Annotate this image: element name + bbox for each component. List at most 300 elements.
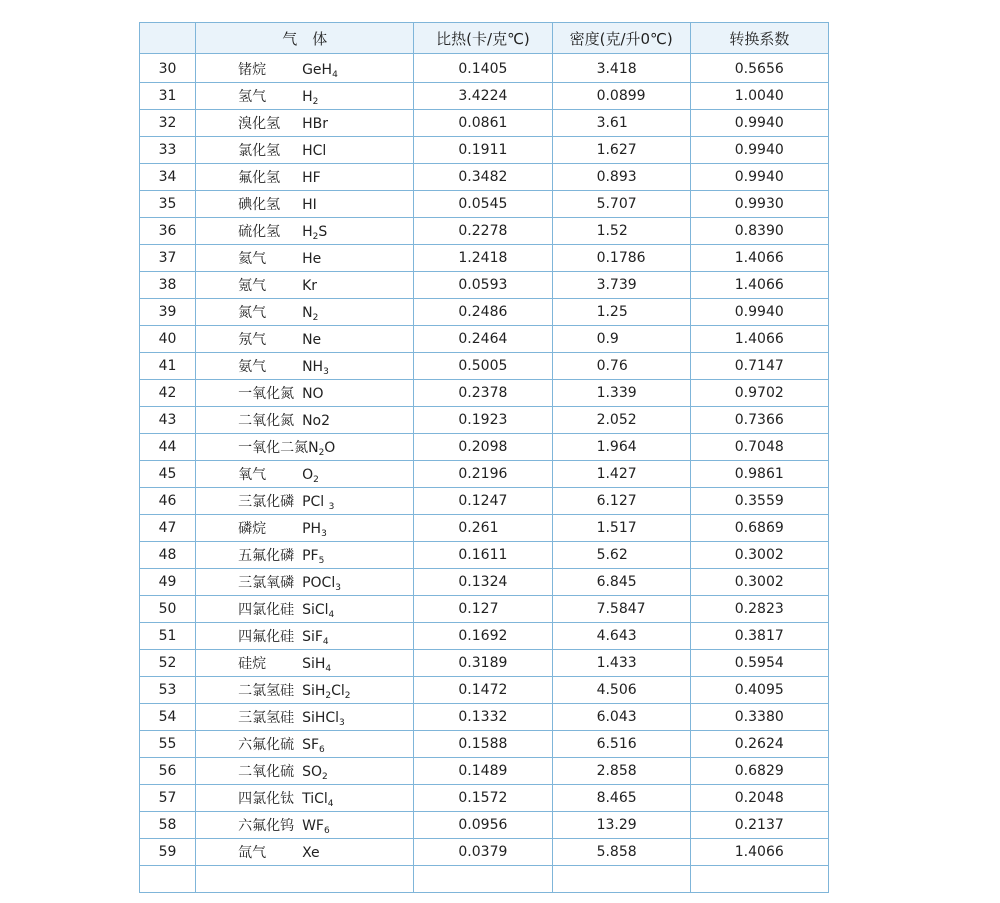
gas-cell — [196, 380, 414, 407]
conversion-factor-value: 1.4066 — [690, 326, 828, 353]
gas-cell — [196, 596, 414, 623]
density-value: 0.76 — [552, 353, 690, 380]
table-row — [140, 623, 829, 650]
gas-formula — [302, 116, 328, 132]
header-number — [140, 23, 196, 54]
formula-text: Xe — [302, 845, 320, 861]
gas-name: 氟化氢 — [238, 170, 281, 186]
row-number: 37 — [140, 245, 196, 272]
gas-cell — [196, 191, 414, 218]
table-row — [140, 353, 829, 380]
row-number: 43 — [140, 407, 196, 434]
gas-name: 三氯氢硅 — [238, 709, 295, 726]
formula-text: Cl — [331, 682, 345, 699]
formula-subscript: 5 — [318, 555, 325, 566]
gas-formula — [302, 764, 328, 780]
gas-formula — [302, 575, 341, 591]
gas-name: 四氯化硅 — [238, 601, 295, 618]
gas-cell — [196, 812, 414, 839]
gas-cell — [196, 461, 414, 488]
gas-name: 氪气 — [238, 278, 267, 294]
gas-cell — [196, 110, 414, 137]
formula-text: GeH — [302, 61, 333, 78]
gas-name: 硫化氢 — [238, 223, 281, 240]
specific-heat-value: 0.2378 — [414, 380, 552, 407]
formula-text: SiH — [302, 682, 326, 699]
specific-heat-value: 0.3189 — [414, 650, 552, 677]
gas-cell — [196, 704, 414, 731]
specific-heat-value: 0.3482 — [414, 164, 552, 191]
density-value: 0.9 — [552, 326, 690, 353]
table-row — [140, 542, 829, 569]
formula-text: TiCl — [302, 790, 328, 807]
row-number: 44 — [140, 434, 196, 461]
table-row — [140, 434, 829, 461]
table-row — [140, 461, 829, 488]
row-number: 47 — [140, 515, 196, 542]
density-value: 1.339 — [552, 380, 690, 407]
formula-text: No2 — [302, 413, 331, 429]
gas-formula — [302, 683, 350, 699]
row-number: 31 — [140, 83, 196, 110]
table-row — [140, 596, 829, 623]
table-row — [140, 272, 829, 299]
gas-formula — [302, 143, 326, 159]
gas-cell — [196, 218, 414, 245]
formula-text: SiCl — [302, 601, 329, 618]
table-row — [140, 839, 829, 866]
formula-subscript: 2 — [318, 447, 325, 458]
conversion-factor-value: 0.4095 — [690, 677, 828, 704]
density-value: 8.465 — [552, 785, 690, 812]
row-number: 40 — [140, 326, 196, 353]
gas-name: 一氧化二氮 — [238, 439, 309, 456]
gas-cell — [196, 353, 414, 380]
gas-formula — [302, 305, 318, 321]
specific-heat-value: 0.2196 — [414, 461, 552, 488]
formula-text: NH — [302, 358, 324, 375]
row-number: 55 — [140, 731, 196, 758]
row-number: 38 — [140, 272, 196, 299]
gas-formula — [302, 494, 334, 510]
density-value: 3.739 — [552, 272, 690, 299]
specific-heat-value: 0.1324 — [414, 569, 552, 596]
density-value: 3.61 — [552, 110, 690, 137]
density-value: 6.845 — [552, 569, 690, 596]
conversion-factor-value: 0.3002 — [690, 542, 828, 569]
gas-formula — [302, 62, 338, 78]
conversion-factor-value: 0.9940 — [690, 110, 828, 137]
gas-formula — [302, 548, 324, 564]
empty-cell — [140, 866, 196, 893]
gas-name: 二氧化硫 — [238, 763, 295, 780]
gas-name: 二氧化氮 — [238, 413, 295, 429]
density-value: 1.25 — [552, 299, 690, 326]
density-value: 5.707 — [552, 191, 690, 218]
conversion-factor-value: 0.3380 — [690, 704, 828, 731]
gas-name: 氖气 — [238, 332, 267, 348]
row-number: 30 — [140, 54, 196, 83]
specific-heat-value: 0.1692 — [414, 623, 552, 650]
row-number: 57 — [140, 785, 196, 812]
specific-heat-value: 0.1472 — [414, 677, 552, 704]
formula-subscript: 2 — [325, 690, 332, 701]
density-value: 1.52 — [552, 218, 690, 245]
gas-name: 硅烷 — [238, 655, 267, 672]
gas-name: 五氟化磷 — [238, 547, 295, 564]
formula-subscript: 4 — [332, 69, 338, 80]
formula-subscript: 6 — [323, 825, 330, 836]
gas-formula — [302, 89, 318, 105]
gas-cell — [196, 650, 414, 677]
formula-text: N — [302, 304, 313, 321]
conversion-factor-value: 0.7147 — [690, 353, 828, 380]
gas-formula — [302, 629, 329, 645]
gas-formula — [302, 332, 321, 348]
formula-text: SiF — [302, 628, 323, 645]
formula-subscript: 2 — [313, 474, 319, 485]
formula-text: WF — [302, 817, 324, 834]
gas-name: 磷烷 — [238, 520, 267, 537]
gas-name: 六氟化钨 — [238, 817, 295, 834]
gas-formula — [302, 278, 317, 294]
gas-cell — [196, 758, 414, 785]
table-row — [140, 54, 829, 83]
conversion-factor-value: 1.0040 — [690, 83, 828, 110]
gas-formula — [302, 710, 345, 726]
formula-subscript: 3 — [339, 717, 345, 728]
row-number: 51 — [140, 623, 196, 650]
density-value: 3.418 — [552, 54, 690, 83]
table-row — [140, 299, 829, 326]
formula-text: He — [302, 251, 322, 267]
density-value: 6.516 — [552, 731, 690, 758]
row-number: 32 — [140, 110, 196, 137]
row-number: 52 — [140, 650, 196, 677]
header-conversion-factor: 转换系数 — [690, 23, 828, 54]
formula-subscript: 2 — [312, 312, 319, 323]
specific-heat-value: 0.1572 — [414, 785, 552, 812]
row-number: 45 — [140, 461, 196, 488]
row-number: 34 — [140, 164, 196, 191]
specific-heat-value: 0.2278 — [414, 218, 552, 245]
gas-name: 氨气 — [238, 358, 267, 375]
table-row — [140, 137, 829, 164]
formula-text: POCl — [302, 574, 336, 591]
density-value: 5.858 — [552, 839, 690, 866]
specific-heat-value: 3.4224 — [414, 83, 552, 110]
formula-text: NO — [302, 386, 324, 402]
header-specific-heat: 比热(卡/克℃) — [414, 23, 552, 54]
gas-cell — [196, 137, 414, 164]
conversion-factor-value: 0.9861 — [690, 461, 828, 488]
density-value: 1.517 — [552, 515, 690, 542]
gas-formula — [302, 521, 327, 537]
header-gas: 气 体 — [196, 23, 414, 54]
table-row — [140, 83, 829, 110]
conversion-factor-value: 1.4066 — [690, 272, 828, 299]
table-row — [140, 407, 829, 434]
table-row — [140, 515, 829, 542]
conversion-factor-value: 1.4066 — [690, 245, 828, 272]
specific-heat-value: 0.0861 — [414, 110, 552, 137]
gas-cell — [196, 407, 414, 434]
gas-cell — [196, 569, 414, 596]
row-number: 46 — [140, 488, 196, 515]
conversion-factor-value: 0.9940 — [690, 164, 828, 191]
density-value: 1.627 — [552, 137, 690, 164]
conversion-factor-value: 0.2048 — [690, 785, 828, 812]
header-density: 密度(克/升0℃) — [552, 23, 690, 54]
gas-cell — [196, 54, 414, 83]
gas-name: 三氯氧磷 — [238, 574, 295, 591]
conversion-factor-value: 0.2137 — [690, 812, 828, 839]
formula-subscript: 3 — [328, 501, 335, 512]
formula-subscript: 2 — [321, 771, 328, 782]
gas-name: 氦气 — [238, 251, 267, 267]
specific-heat-value: 0.1332 — [414, 704, 552, 731]
specific-heat-value: 0.0956 — [414, 812, 552, 839]
conversion-factor-value: 0.7048 — [690, 434, 828, 461]
empty-cell — [690, 866, 828, 893]
specific-heat-value: 0.1405 — [414, 54, 552, 83]
formula-text: H — [302, 88, 313, 105]
table-row — [140, 569, 829, 596]
gas-cell — [196, 839, 414, 866]
specific-heat-value: 0.1489 — [414, 758, 552, 785]
gas-name: 锗烷 — [238, 61, 267, 78]
specific-heat-value: 0.261 — [414, 515, 552, 542]
table-row — [140, 488, 829, 515]
gas-cell — [196, 731, 414, 758]
row-number: 41 — [140, 353, 196, 380]
specific-heat-value: 0.1911 — [414, 137, 552, 164]
table-row — [140, 731, 829, 758]
formula-text: S — [318, 223, 328, 240]
formula-text: O — [324, 439, 336, 456]
gas-formula — [302, 224, 327, 240]
conversion-factor-value: 0.5954 — [690, 650, 828, 677]
formula-subscript: 6 — [319, 744, 325, 755]
conversion-factor-value: 0.9940 — [690, 299, 828, 326]
conversion-factor-value: 0.9930 — [690, 191, 828, 218]
gas-name: 氮气 — [238, 304, 267, 321]
table-row — [140, 326, 829, 353]
row-number: 36 — [140, 218, 196, 245]
row-number: 49 — [140, 569, 196, 596]
conversion-factor-value: 0.2823 — [690, 596, 828, 623]
formula-text: Kr — [302, 278, 318, 294]
specific-heat-value: 0.0379 — [414, 839, 552, 866]
row-number: 56 — [140, 758, 196, 785]
specific-heat-value: 1.2418 — [414, 245, 552, 272]
gas-name: 四氟化硅 — [238, 628, 295, 645]
formula-text: HCl — [302, 143, 327, 159]
formula-text: HBr — [302, 116, 328, 132]
table-body — [140, 54, 829, 893]
formula-subscript: 3 — [321, 528, 327, 539]
table-row — [140, 164, 829, 191]
table-row — [140, 110, 829, 137]
conversion-factor-value: 0.7366 — [690, 407, 828, 434]
formula-text: Ne — [302, 332, 322, 348]
conversion-factor-value: 0.3559 — [690, 488, 828, 515]
specific-heat-value: 0.2486 — [414, 299, 552, 326]
density-value: 0.1786 — [552, 245, 690, 272]
density-value: 1.964 — [552, 434, 690, 461]
specific-heat-value: 0.1923 — [414, 407, 552, 434]
gas-name: 三氯化磷 — [238, 493, 295, 510]
gas-name: 二氯氢硅 — [238, 682, 295, 699]
formula-text: H — [302, 223, 313, 240]
gas-formula — [302, 170, 321, 186]
specific-heat-value: 0.2098 — [414, 434, 552, 461]
gas-formula — [302, 791, 333, 807]
empty-cell — [196, 866, 414, 893]
specific-heat-value: 0.1588 — [414, 731, 552, 758]
gas-properties-table — [139, 22, 829, 893]
empty-row — [140, 866, 829, 893]
formula-text: O — [302, 466, 314, 483]
density-value: 1.427 — [552, 461, 690, 488]
gas-cell — [196, 299, 414, 326]
conversion-factor-value: 0.5656 — [690, 54, 828, 83]
gas-cell — [196, 677, 414, 704]
gas-name: 碘化氢 — [238, 197, 281, 213]
specific-heat-value: 0.127 — [414, 596, 552, 623]
table-row — [140, 677, 829, 704]
gas-formula — [308, 440, 335, 456]
gas-formula — [302, 602, 334, 618]
formula-subscript: 2 — [312, 231, 319, 242]
gas-name: 一氧化氮 — [238, 386, 295, 402]
gas-cell — [196, 83, 414, 110]
formula-text: PCl — [302, 493, 329, 510]
gas-name: 溴化氢 — [238, 116, 281, 132]
density-value: 13.29 — [552, 812, 690, 839]
table-row — [140, 218, 829, 245]
density-value: 6.127 — [552, 488, 690, 515]
gas-name: 氢气 — [238, 88, 267, 105]
table-row — [140, 380, 829, 407]
density-value: 2.858 — [552, 758, 690, 785]
formula-subscript: 3 — [335, 582, 341, 593]
gas-formula — [302, 197, 317, 213]
gas-name: 氙气 — [238, 845, 267, 861]
density-value: 0.893 — [552, 164, 690, 191]
gas-formula — [302, 251, 321, 267]
formula-subscript: 4 — [325, 663, 332, 674]
table-row — [140, 650, 829, 677]
table-row — [140, 704, 829, 731]
specific-heat-value: 0.0593 — [414, 272, 552, 299]
table-row — [140, 191, 829, 218]
density-value: 2.052 — [552, 407, 690, 434]
specific-heat-value: 0.1611 — [414, 542, 552, 569]
formula-text: N — [308, 439, 319, 456]
density-value: 7.5847 — [552, 596, 690, 623]
formula-subscript: 3 — [323, 366, 329, 377]
gas-formula — [302, 467, 319, 483]
conversion-factor-value: 0.6829 — [690, 758, 828, 785]
row-number: 33 — [140, 137, 196, 164]
gas-cell — [196, 272, 414, 299]
formula-text: HI — [302, 197, 317, 213]
gas-cell — [196, 245, 414, 272]
gas-cell — [196, 488, 414, 515]
gas-formula — [302, 413, 330, 429]
density-value: 5.62 — [552, 542, 690, 569]
row-number: 58 — [140, 812, 196, 839]
row-number: 50 — [140, 596, 196, 623]
table-row — [140, 758, 829, 785]
density-value: 4.643 — [552, 623, 690, 650]
gas-cell — [196, 542, 414, 569]
row-number: 59 — [140, 839, 196, 866]
density-value: 6.043 — [552, 704, 690, 731]
formula-text: PF — [302, 547, 319, 564]
row-number: 35 — [140, 191, 196, 218]
density-value: 0.0899 — [552, 83, 690, 110]
empty-cell — [414, 866, 552, 893]
formula-text: SiH — [302, 655, 326, 672]
formula-text: SF — [302, 736, 320, 753]
gas-name: 六氟化硫 — [238, 736, 295, 753]
formula-text: PH — [302, 520, 322, 537]
gas-cell — [196, 515, 414, 542]
gas-formula — [302, 818, 330, 834]
row-number: 39 — [140, 299, 196, 326]
gas-cell — [196, 785, 414, 812]
gas-formula — [302, 845, 320, 861]
conversion-factor-value: 0.3002 — [690, 569, 828, 596]
conversion-factor-value: 1.4066 — [690, 839, 828, 866]
gas-formula — [302, 737, 325, 753]
formula-subscript: 4 — [322, 636, 329, 647]
gas-formula — [302, 386, 324, 402]
empty-cell — [552, 866, 690, 893]
row-number: 48 — [140, 542, 196, 569]
specific-heat-value: 0.1247 — [414, 488, 552, 515]
density-value: 4.506 — [552, 677, 690, 704]
conversion-factor-value: 0.8390 — [690, 218, 828, 245]
specific-heat-value: 0.0545 — [414, 191, 552, 218]
gas-cell — [196, 434, 414, 461]
row-number: 53 — [140, 677, 196, 704]
formula-subscript: 2 — [312, 96, 319, 107]
gas-name: 氧气 — [238, 466, 267, 483]
gas-cell — [196, 623, 414, 650]
conversion-factor-value: 0.2624 — [690, 731, 828, 758]
conversion-factor-value: 0.9940 — [690, 137, 828, 164]
row-number: 54 — [140, 704, 196, 731]
gas-formula — [302, 359, 329, 375]
formula-text: SiHCl — [302, 709, 340, 726]
formula-subscript: 4 — [328, 609, 335, 620]
table-row — [140, 785, 829, 812]
formula-text: HF — [302, 170, 321, 186]
specific-heat-value: 0.5005 — [414, 353, 552, 380]
conversion-factor-value: 0.6869 — [690, 515, 828, 542]
formula-subscript: 2 — [344, 690, 351, 701]
table-header-row — [140, 23, 829, 54]
gas-name: 四氯化钛 — [238, 790, 295, 807]
formula-text: SO — [302, 763, 322, 780]
formula-subscript: 4 — [327, 798, 334, 809]
specific-heat-value: 0.2464 — [414, 326, 552, 353]
table-row — [140, 245, 829, 272]
gas-cell — [196, 164, 414, 191]
